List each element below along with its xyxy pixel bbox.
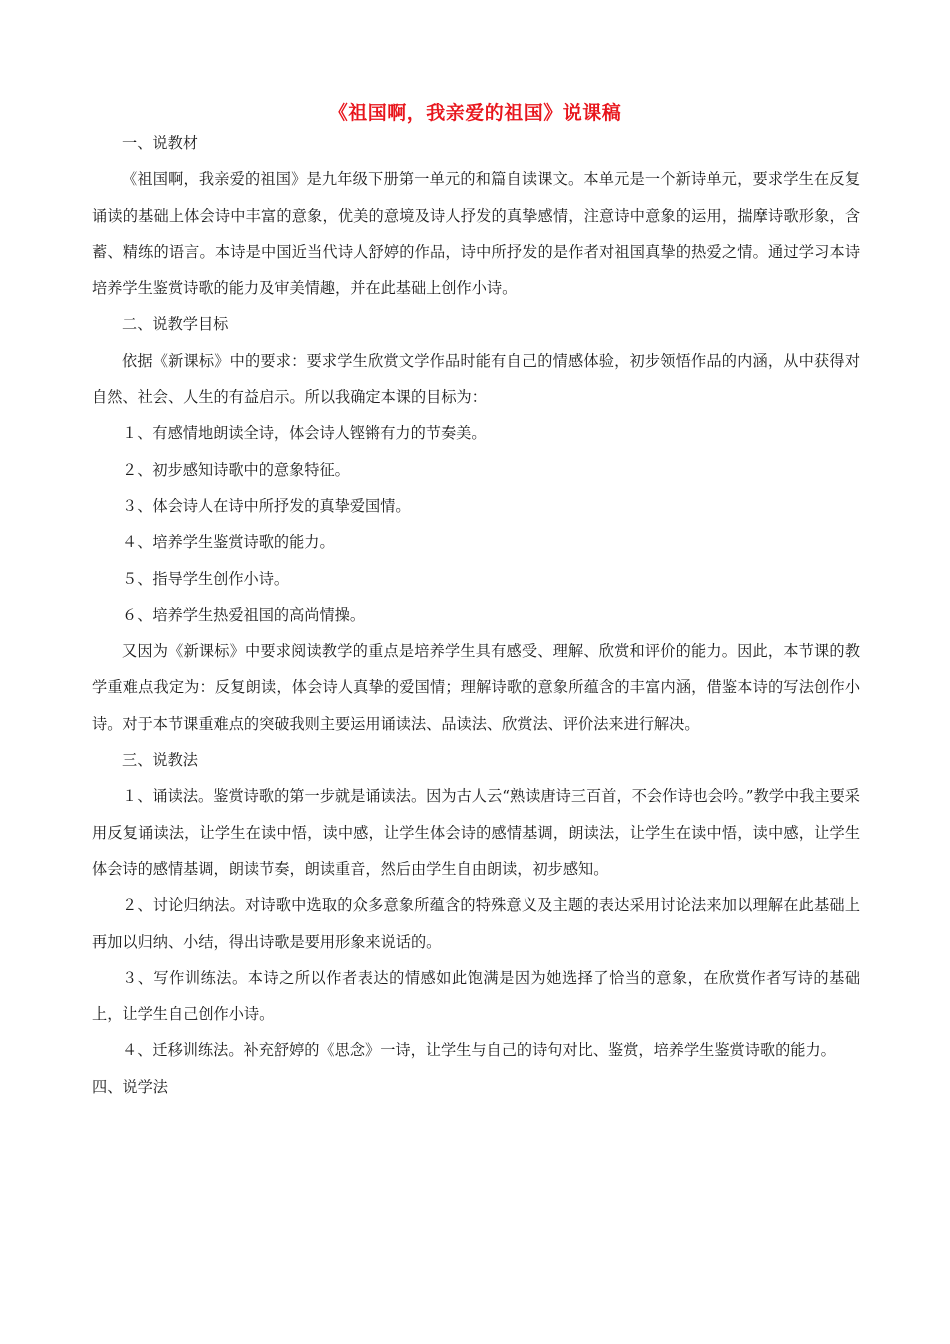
- section-heading-learning-methods: 四、说学法: [92, 1077, 168, 1096]
- method-item-2: ２、讨论归纳法。对诗歌中选取的众多意象所蕴含的特殊意义及主题的表达采用讨论法来加以理解在此基础上再加以归纳、小结，得出诗歌是要用形象来说话的。: [92, 896, 860, 951]
- goal-item-2: ２、初步感知诗歌中的意象特征。: [122, 460, 350, 479]
- document-title: 《祖国啊，我亲爱的祖国》说课稿: [328, 102, 622, 124]
- goal-item-3: ３、体会诗人在诗中所抒发的真挚爱国情。: [122, 496, 411, 515]
- section-heading-teaching-material: 一、说教材: [122, 134, 198, 152]
- goal-item-6: ６、培养学生热爱祖国的高尚情操。: [122, 605, 365, 624]
- document-body: [92, 125, 860, 1105]
- goal-item-4: ４、培养学生鉴赏诗歌的能力。: [122, 533, 335, 552]
- goal-item-1: １、有感情地朗读全诗，体会诗人铿锵有力的节奏美。: [122, 424, 487, 443]
- section-heading-teaching-methods: 三、说教法: [122, 751, 198, 770]
- method-item-3: ３、写作训练法。本诗之所以作者表达的情感如此饱满是因为她选择了恰当的意象，在欣赏作者写诗的基础上，让学生自己创作小诗。: [92, 968, 860, 1024]
- method-item-1: １、诵读法。鉴赏诗歌的第一步就是诵读法。因为古人云“熟读唐诗三百首，不会作诗也会吟。”教学中我主要采用反复诵读法，让学生在读中悟，读中感，让学生体会诗的感情基调，朗读法，让学生在读中悟，读中感，让学生体会诗的感情基调，朗读节奏，朗读重音，然后由学生自由朗读，初步感知。: [92, 787, 860, 878]
- paragraph-key-difficulties: 又因为《新课标》中要求阅读教学的重点是培养学生具有感受、理解、欣赏和评价的能力。因此，本节课的教学重难点我定为：反复朗读，体会诗人真挚的爱国情；理解诗歌的意象所蕴含的丰富内涵，借鉴本诗的写法创作小诗。对于本节课重难点的突破我则主要运用诵读法、品读法、欣赏法、评价法来进行解决。: [92, 642, 860, 733]
- section-heading-teaching-goals: 二、说教学目标: [122, 315, 229, 334]
- paragraph-goals-intro: 依据《新课标》中的要求：要求学生欣赏文学作品时能有自己的情感体验，初步领悟作品的内涵，从中获得对自然、社会、人生的有益启示。所以我确定本课的目标为：: [92, 351, 860, 407]
- paragraph-material-description: 《祖国啊，我亲爱的祖国》是九年级下册第一单元的和篇自读课文。本单元是一个新诗单元，要求学生在反复诵读的基础上体会诗中丰富的意象，优美的意境及诗人抒发的真挚感情，注意诗中意象的运用，揣摩诗歌形象，含蓄、精练的语言。本诗是中国近当代诗人舒婷的作品，诗中所抒发的是作者对祖国真挚的热爱之情。通过学习本诗培养学生鉴赏诗歌的能力及审美情趣，并在此基础上创作小诗。: [92, 170, 860, 298]
- method-item-4: ４、迁移训练法。补充舒婷的《思念》一诗，让学生与自己的诗句对比、鉴赏，培养学生鉴赏诗歌的能力。: [122, 1041, 836, 1060]
- goal-item-5: ５、指导学生创作小诗。: [122, 569, 290, 588]
